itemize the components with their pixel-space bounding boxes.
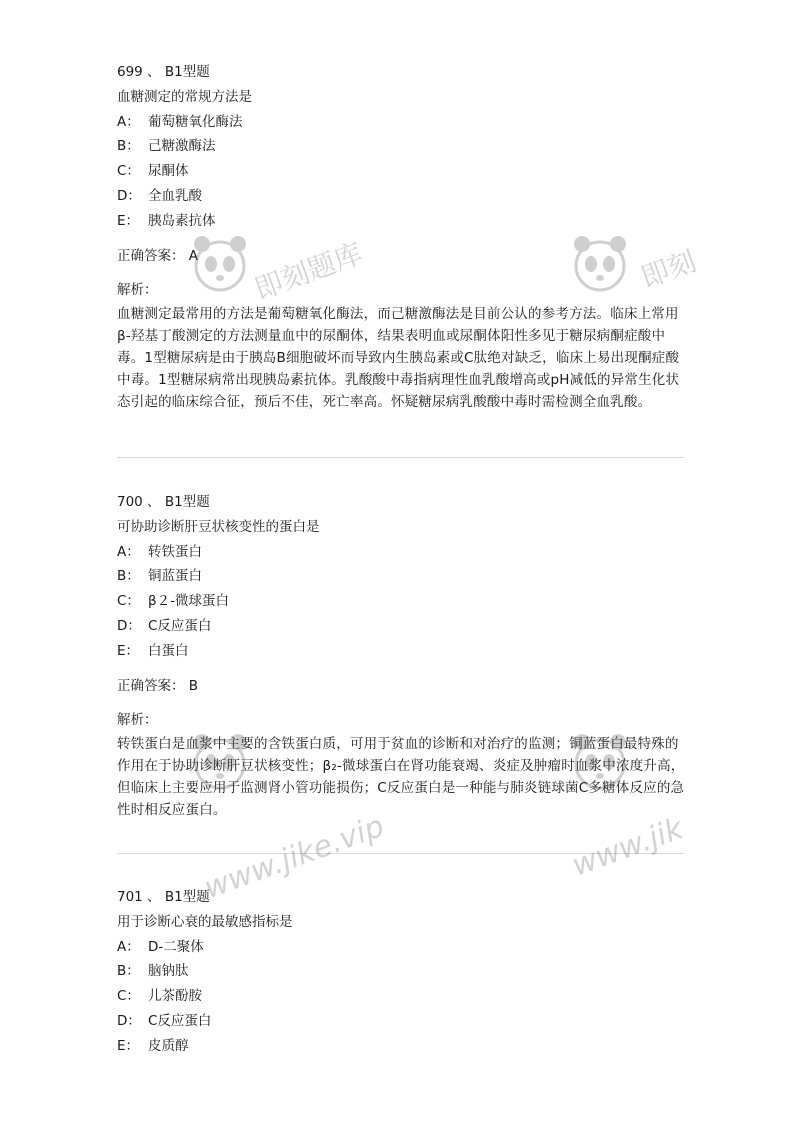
option-e <box>117 639 687 664</box>
question-header: 701 、 B1型题 <box>117 889 210 905</box>
divider <box>117 853 684 854</box>
option-text: 脑钠肽 <box>148 963 189 980</box>
question-header: 700 、 B1型题 <box>117 494 210 510</box>
option-key: A： <box>117 938 140 955</box>
option-key: B： <box>117 568 140 585</box>
option-b <box>117 134 687 159</box>
correct-answer <box>117 244 687 269</box>
option-d <box>117 184 687 209</box>
option-text: 葡萄糖氧化酶法 <box>148 113 243 130</box>
question-700 <box>117 490 687 821</box>
watermark-brand-partial: 即刻 <box>636 244 701 295</box>
option-d <box>117 1009 687 1034</box>
question-stem: 用于诊断心衰的最敏感指标是 <box>117 913 293 930</box>
option-key: A： <box>117 113 140 130</box>
option-key: B： <box>117 963 140 980</box>
option-text: 皮质醇 <box>148 1037 189 1054</box>
option-text: C反应蛋白 <box>148 617 212 634</box>
option-text: 尿酮体 <box>148 163 189 180</box>
option-text: 胰岛素抗体 <box>148 212 216 229</box>
answer-label: 正确答案： <box>117 677 185 694</box>
question-stem: 血糖测定的常规方法是 <box>117 88 252 105</box>
option-a <box>117 110 687 135</box>
question-699 <box>117 60 687 413</box>
option-text: β２-微球蛋白 <box>148 593 229 610</box>
watermark-url-partial: www.jik <box>567 811 688 884</box>
option-key: E： <box>117 642 140 659</box>
explanation-label: 解析： <box>117 712 158 729</box>
explanation-text: 转铁蛋白是血浆中主要的含铁蛋白质，可用于贫血的诊断和对治疗的监测；铜蓝蛋白最特殊的作用在于协助诊断肝豆状核变性；β₂-微球蛋白在肾功能衰竭、炎症及肿瘤时血浆中浓度升高，但临床上主要应用于监测肾小管功能损伤；C反应蛋白是一种能与肺炎链球菌C多糖体反应的急性时相反应蛋白。 <box>117 736 685 819</box>
option-a <box>117 540 687 565</box>
question-701 <box>117 885 687 1059</box>
option-key: C： <box>117 988 140 1005</box>
option-key: B： <box>117 138 140 155</box>
option-text: D-二聚体 <box>148 938 204 955</box>
question-stem: 可协助诊断肝豆状核变性的蛋白是 <box>117 518 320 535</box>
option-e <box>117 209 687 234</box>
option-a <box>117 935 687 960</box>
option-d <box>117 614 687 639</box>
option-e <box>117 1034 687 1059</box>
option-b <box>117 564 687 589</box>
option-text: 铜蓝蛋白 <box>148 568 202 585</box>
option-text: 己糖激酶法 <box>148 138 216 155</box>
option-key: C： <box>117 593 140 610</box>
option-text: 全血乳酸 <box>148 187 202 204</box>
option-c <box>117 159 687 184</box>
option-key: E： <box>117 212 140 229</box>
option-key: D： <box>117 1012 141 1029</box>
answer-value: A <box>188 247 199 264</box>
option-key: D： <box>117 187 141 204</box>
watermark-brand: 即刻题库 <box>250 236 367 307</box>
watermark-url: www.jike.vip <box>199 808 389 907</box>
option-c <box>117 589 687 614</box>
option-c <box>117 984 687 1009</box>
option-text: 儿茶酚胺 <box>148 988 202 1005</box>
explanation-text: 血糖测定最常用的方法是葡萄糖氧化酶法，而己糖激酶法是目前公认的参考方法。临床上常用β-羟基丁酸测定的方法测量血中的尿酮体，结果表明血或尿酮体阳性多见于糖尿病酮症酸中毒。1型糖尿病是由于胰岛B细胞破坏而导致内生胰岛素或C肽绝对缺乏，临床上易出现酮症酸中毒。1型糖尿病常出现胰岛素抗体。乳酸酸中毒指病理性血乳酸增高或pH减低的异常生化状态引起的临床综合征，预后不佳，死亡率高。怀疑糖尿病乳酸酸中毒时需检测全血乳酸。 <box>117 306 680 411</box>
option-key: A： <box>117 543 140 560</box>
option-b <box>117 959 687 984</box>
correct-answer <box>117 674 687 699</box>
answer-label: 正确答案： <box>117 247 185 264</box>
option-text: C反应蛋白 <box>148 1012 212 1029</box>
option-key: E： <box>117 1037 140 1054</box>
option-text: 转铁蛋白 <box>148 543 202 560</box>
answer-value: B <box>188 677 199 694</box>
option-key: D： <box>117 617 141 634</box>
explanation-label: 解析： <box>117 282 158 299</box>
option-text: 白蛋白 <box>148 642 189 659</box>
option-key: C： <box>117 163 140 180</box>
question-header: 699 、 B1型题 <box>117 64 210 80</box>
divider <box>117 457 684 458</box>
